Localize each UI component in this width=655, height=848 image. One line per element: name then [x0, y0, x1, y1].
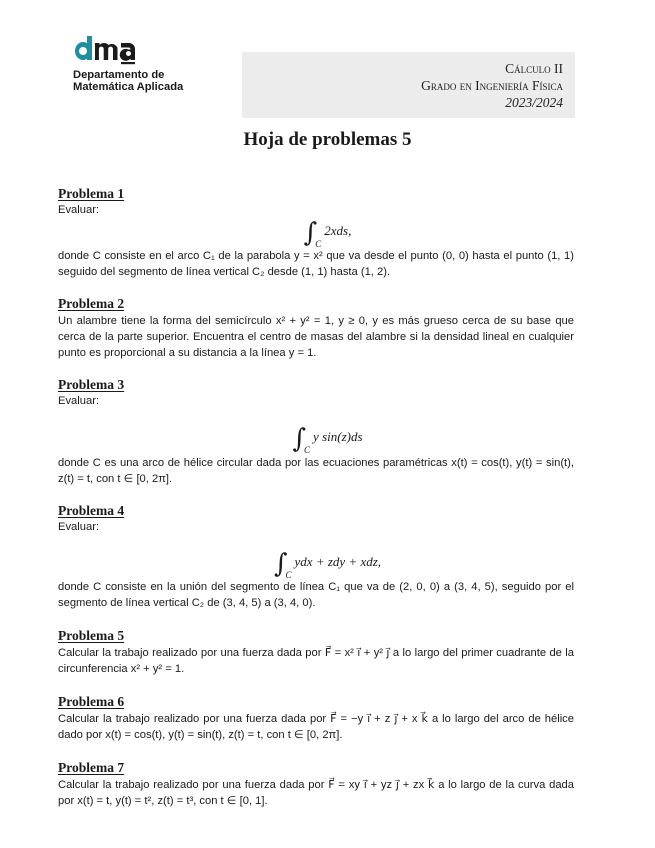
problem-1-body: donde C consiste en el arco C₁ de la parabola y = x² que va desde el punto (0, 0) hasta el punto (1, 1) seguido del segmento de línea vertical C₂ desde (1, 1) hasta (1, 2). — [58, 250, 574, 278]
problem-4-formula-subscript: C — [285, 570, 292, 580]
problem-3-formula — [0, 424, 655, 455]
problem-1-intro: Evaluar: — [58, 204, 100, 216]
problem-3-title: Problema 3 — [58, 377, 125, 392]
integral-sign-icon: ∫ — [292, 424, 307, 454]
problem-1-title: Problema 1 — [58, 186, 125, 201]
problem-1-formula-body: 2xds, — [324, 223, 352, 238]
problem-4-intro: Evaluar: — [58, 521, 100, 533]
problem-7-body: Calcular la trabajo realizado por una fuerza dada por F⃗ = xy i⃗ + yz j⃗ + zx k⃗ a lo largo de la curva dada por x(t) = t, y(t) = t², z(t) = t³, con t ∈ [0, 1]. — [58, 779, 574, 807]
problem-3-formula-subscript: C — [304, 445, 311, 455]
degree-name: Grado en Ingeniería Física — [421, 78, 563, 93]
problem-3-intro: Evaluar: — [58, 395, 100, 407]
problem-2-title: Problema 2 — [58, 296, 125, 311]
problem-1-formula — [0, 218, 655, 249]
department-line-2: Matemática Aplicada — [73, 81, 184, 93]
logo-mark — [73, 36, 223, 66]
problem-5-title: Problema 5 — [58, 628, 125, 643]
problem-4-title: Problema 4 — [58, 503, 125, 518]
page-title: Hoja de problemas 5 — [243, 129, 412, 150]
integral-sign-icon: ∫ — [273, 549, 288, 579]
integral-sign-icon: ∫ — [303, 218, 318, 248]
logo-glyphs-icon — [73, 36, 145, 66]
academic-year: 2023/2024 — [505, 95, 563, 110]
problem-1-formula-subscript: C — [315, 239, 322, 249]
course-name: Cálculo II — [505, 61, 563, 76]
problem-4-body: donde C consiste en la unión del segmento de línea C₁ que va de (2, 0, 0) a (3, 4, 5), seguido por el segmento de línea vertical C₂ de (3, 4, 5) a (3, 4, 0). — [58, 581, 574, 609]
department-name — [73, 69, 223, 93]
problem-6-body: Calcular la trabajo realizado por una fuerza dada por F⃗ = −y i⃗ + z j⃗ + x k⃗ a lo largo del arco de hélice dado por x(t) = cos(t), y(t) = sin(t), z(t) = t, con t ∈ [0, 2π]. — [58, 713, 574, 741]
problem-3-formula-body: y sin(z)ds — [313, 429, 363, 444]
problem-5-body: Calcular la trabajo realizado por una fuerza dada por F⃗ = x² i⃗ + y² j⃗ a lo largo del primer cuadrante de la circunferencia x² + y² = 1. — [58, 647, 574, 675]
problem-7-title: Problema 7 — [58, 760, 125, 775]
problem-6-title: Problema 6 — [58, 694, 125, 709]
dma-logo — [73, 36, 223, 93]
department-line-1: Departamento de — [73, 69, 165, 81]
problem-3-body: donde C es una arco de hélice circular dada por las ecuaciones paramétricas x(t) = cos(t), y(t) = sin(t), z(t) = t, con t ∈ [0, 2π]. — [58, 457, 574, 485]
problem-2-body: Un alambre tiene la forma del semicírculo x² + y² = 1, y ≥ 0, y es más grueso cerca de su base que cerca de la parte superior. Encuentra el centro de masas del alambre si la densidad lineal en cualquier punto es proporcional a su distancia a la línea y = 1. — [58, 315, 574, 359]
problem-4-formula — [0, 549, 655, 580]
problem-4-formula-body: ydx + zdy + xdz, — [294, 554, 382, 569]
course-header-box — [242, 52, 575, 118]
